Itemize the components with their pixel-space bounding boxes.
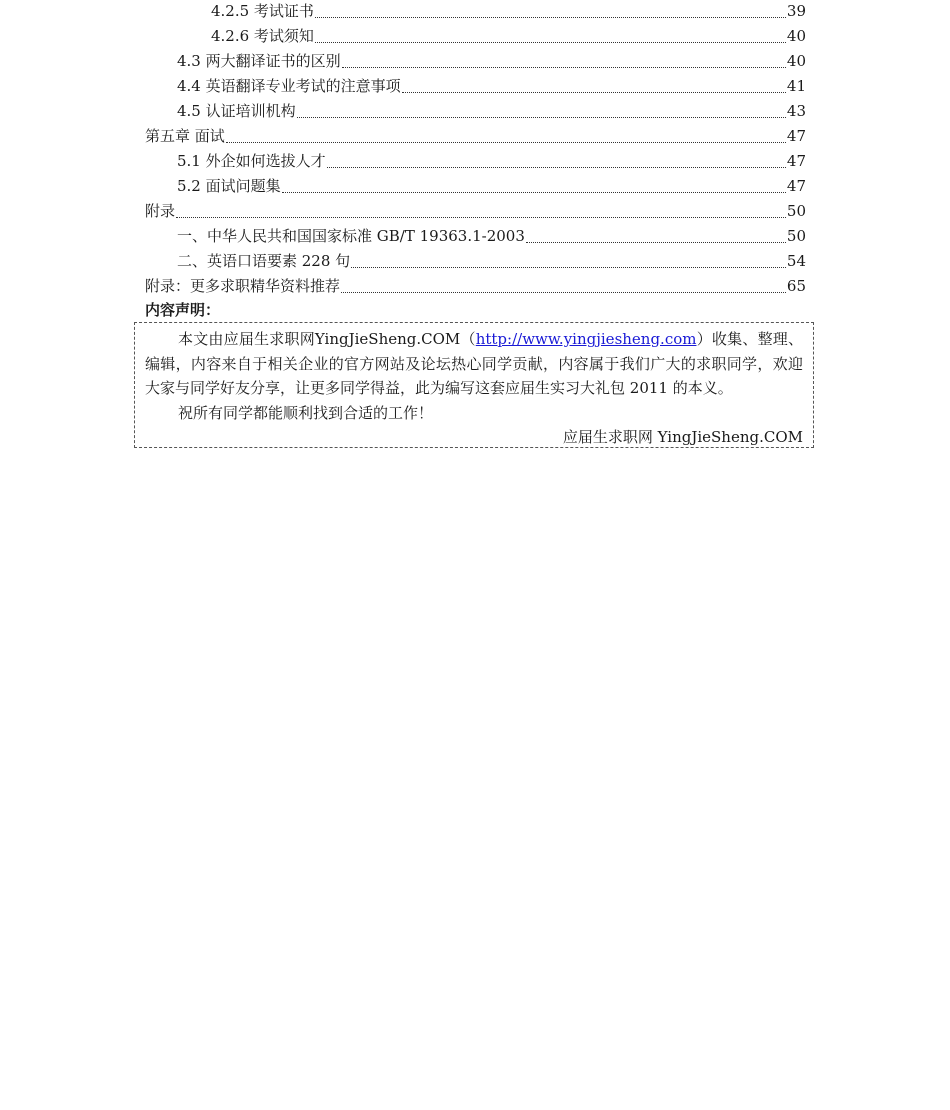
toc-page-number: 47 [786,127,806,145]
toc-dot-leader [326,149,787,174]
toc-page-number: 65 [786,277,806,295]
toc-page-number: 54 [786,252,806,270]
toc-page-number: 41 [786,77,806,95]
toc-page-number: 50 [786,202,806,220]
toc-entry[interactable] [145,124,806,149]
toc-page-number: 40 [786,52,806,70]
notice-text-after-link: ）收集、整理、编辑，内容来自于相关企业的官方网站及论坛热心同学贡献，内容属于我们广大的求职同学，欢迎大家与同学好友分享，让更多同学得益，此为编写这套应届生实习大礼包 2011 的本义。 [145,330,803,397]
toc-dot-leader [340,274,787,299]
notice-text-before-link: 本文由应届生求职网YingJieSheng.COM（ [178,330,476,348]
toc-entry[interactable] [145,249,806,274]
website-link[interactable]: http://www.yingjiesheng.com [475,330,697,348]
toc-dot-leader [525,224,787,249]
toc-dot-leader [175,199,787,224]
toc-page-number: 50 [786,227,806,245]
toc-entry[interactable] [145,99,806,124]
toc-page-number: 47 [786,177,806,195]
toc-dot-leader [401,74,787,99]
toc-dot-leader [341,49,787,74]
toc-entry-title: 一、中华人民共和国国家标准 GB/T 19363.1-2003 [177,227,525,245]
toc-entry-title: 附录 [145,202,176,220]
toc-entry-title: 第五章 面试 [145,127,225,145]
toc-entry[interactable] [145,199,806,224]
toc-entry[interactable] [145,24,806,49]
toc-dot-leader [314,24,787,49]
toc-entry-title: 4.2.6 考试须知 [211,27,314,45]
toc-entry[interactable] [145,0,806,24]
notice-signature: 应届生求职网 YingJieSheng.COM [562,428,803,446]
toc-dot-leader [225,124,787,149]
toc-dot-leader [296,99,787,124]
toc-entry-title: 二、英语口语要素 228 句 [177,252,351,270]
notice-wish: 祝所有同学都能顺利找到合适的工作！ [178,403,434,422]
toc-page-number: 40 [786,27,806,45]
content-notice-heading: 内容声明： [145,301,221,319]
table-of-contents [145,0,806,299]
toc-page-number: 47 [786,152,806,170]
content-notice-box [134,322,814,448]
toc-page-number: 39 [786,2,806,20]
toc-entry[interactable] [145,224,806,249]
toc-entry[interactable] [145,49,806,74]
notice-paragraph [145,327,803,401]
toc-entry-title: 4.5 认证培训机构 [177,102,296,120]
toc-dot-leader [281,174,787,199]
toc-page-number: 43 [786,102,806,120]
toc-entry-title: 5.2 面试问题集 [177,177,281,195]
toc-entry[interactable] [145,149,806,174]
toc-dot-leader [314,0,787,24]
toc-entry[interactable] [145,74,806,99]
toc-entry-title: 附录：更多求职精华资料推荐 [145,277,341,295]
toc-entry-title: 4.4 英语翻译专业考试的注意事项 [177,77,401,95]
toc-entry-title: 4.3 两大翻译证书的区别 [177,52,341,70]
toc-entry[interactable] [145,274,806,299]
toc-entry-title: 4.2.5 考试证书 [211,2,314,20]
toc-dot-leader [350,249,787,274]
toc-entry-title: 5.1 外企如何选拔人才 [177,152,326,170]
toc-entry[interactable] [145,174,806,199]
